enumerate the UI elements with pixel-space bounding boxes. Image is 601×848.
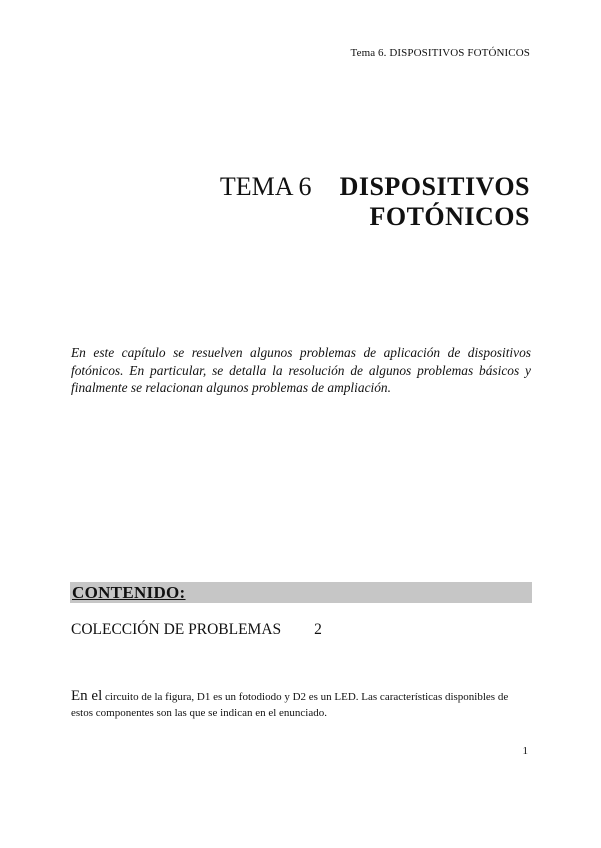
toc-entry-page: 2	[314, 621, 322, 638]
body-paragraph-text: circuito de la figura, D1 es un fotodiodo y D2 es un LED. Las características disponibles de estos componentes son las que se indican en el enunciado.	[71, 691, 509, 719]
chapter-title-line-2	[220, 202, 530, 232]
chapter-title-line-1	[220, 172, 530, 202]
chapter-abstract: En este capítulo se resuelven algunos problemas de aplicación de dispositivos fotónicos. En particular, se detalla la resolución de algunos problemas básicos y finalmente se relacionan algunos problemas de ampliación.	[71, 345, 531, 395]
chapter-number: TEMA 6	[219, 172, 312, 201]
page-number: 1	[522, 745, 528, 757]
chapter-title-part-2: FOTÓNICOS	[369, 202, 530, 231]
toc-entry[interactable]	[71, 620, 322, 640]
body-paragraph-lead: En el	[71, 688, 103, 704]
contents-heading: CONTENIDO:	[72, 583, 186, 602]
chapter-title	[220, 172, 530, 232]
chapter-title-part-1: DISPOSITIVOS	[339, 172, 530, 201]
running-header: Tema 6. DISPOSITIVOS FOTÓNICOS	[350, 47, 530, 59]
toc-entry-label: COLECCIÓN DE PROBLEMAS	[71, 621, 282, 638]
body-paragraph	[71, 688, 531, 721]
